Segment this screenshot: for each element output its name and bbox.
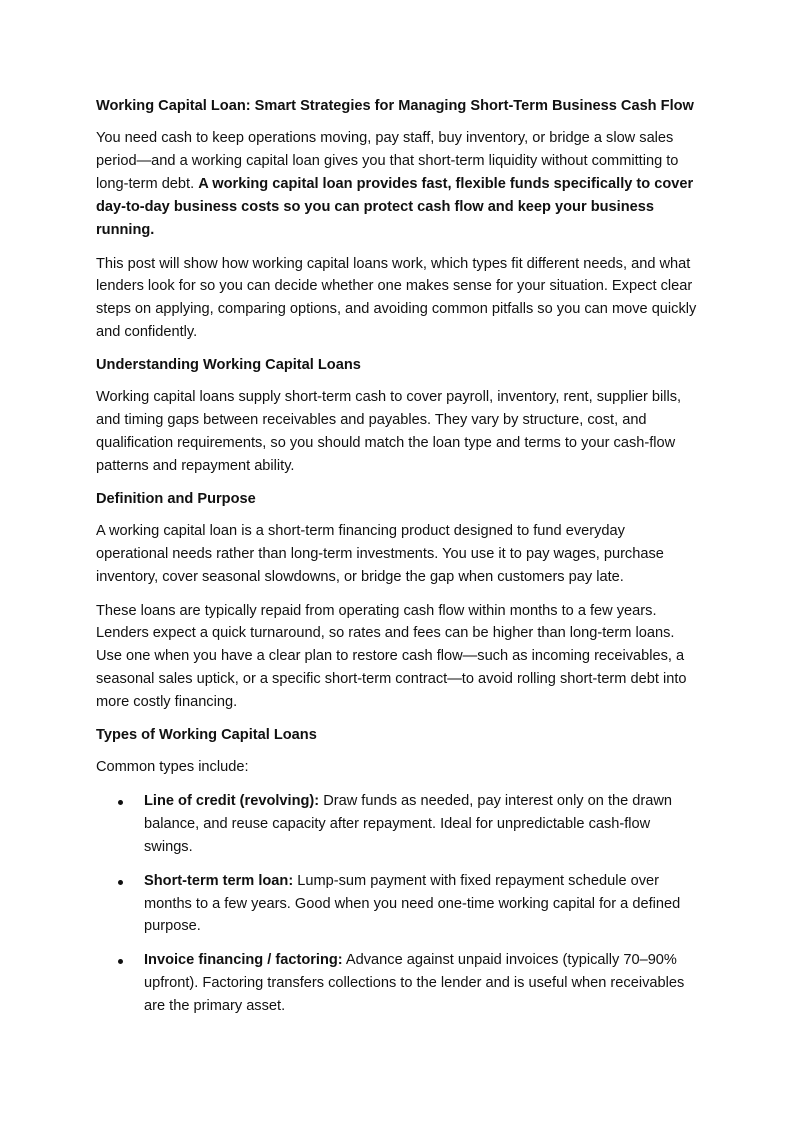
list-item-desc: Advance against unpaid invoices (typically 70–90% upfront). Factoring transfers collections to the lender and is useful when receivables are the primary asset.: [144, 952, 685, 1015]
list-item: [96, 949, 700, 1018]
bullet-icon: [118, 800, 123, 805]
section-heading-types: Types of Working Capital Loans: [96, 727, 317, 744]
section-heading-definition: Definition and Purpose: [96, 490, 256, 507]
document-page: [96, 96, 700, 1029]
intro-paragraph: [96, 127, 700, 242]
section-paragraph-definition-1: A working capital loan is a short-term financing product designed to fund everyday operational needs rather than long-term investments. You use it to pay wages, purchase inventory, cover seasonal slowdowns, or bridge the gap when customers pay late.: [96, 522, 664, 585]
bullet-icon: [118, 880, 123, 885]
list-item-term: Invoice financing / factoring:: [144, 952, 343, 969]
types-lead-text: Common types include:: [96, 759, 249, 776]
list-item-term: Line of credit (revolving):: [144, 792, 320, 809]
intro-bold-text: A working capital loan provides fast, flexible funds specifically to cover day-to-day business costs so you can protect cash flow and keep your business running.: [96, 175, 694, 238]
list-item-desc: Lump-sum payment with fixed repayment schedule over months to a few years. Good when you need one-time working capital for a defined purpose.: [144, 872, 681, 935]
section-paragraph-definition-2: These loans are typically repaid from operating cash flow within months to a few years. Lenders expect a quick turnaround, so rates and fees can be higher than long-term loans. Use one when you have a clear plan to restore cash flow—such as incoming receivables, a seasonal sales uptick, or a specific short-term contract—to avoid rolling short-term debt into more costly financing.: [96, 602, 687, 711]
document-title: Working Capital Loan: Smart Strategies for Managing Short-Term Business Cash Flow: [96, 98, 694, 114]
list-item-term: Short-term term loan:: [144, 872, 294, 889]
types-list: [96, 790, 700, 1018]
bullet-icon: [118, 959, 123, 964]
list-item: [96, 870, 700, 939]
section-paragraph-understanding: Working capital loans supply short-term cash to cover payroll, inventory, rent, supplier bills, and timing gaps between receivables and payables. They vary by structure, cost, and qualification requirements, so you should match the loan type and terms to your cash-flow patterns and repayment ability.: [96, 389, 682, 474]
list-item-desc: Draw funds as needed, pay interest only on the drawn balance, and reuse capacity after repayment. Ideal for unpredictable cash-flow swings.: [144, 792, 673, 855]
list-item: [96, 790, 700, 859]
section-heading-understanding: Understanding Working Capital Loans: [96, 357, 361, 374]
intro-paragraph-2: This post will show how working capital loans work, which types fit different needs, and what lenders look for so you can decide whether one makes sense for your situation. Expect clear steps on applying, comparing options, and avoiding common pitfalls so you can move quickly and confidently.: [96, 255, 697, 341]
intro-text: You need cash to keep operations moving, pay staff, buy inventory, or bridge a slow sales period—and a working capital loan gives you that short-term liquidity without committing to long-term debt.: [96, 130, 679, 192]
